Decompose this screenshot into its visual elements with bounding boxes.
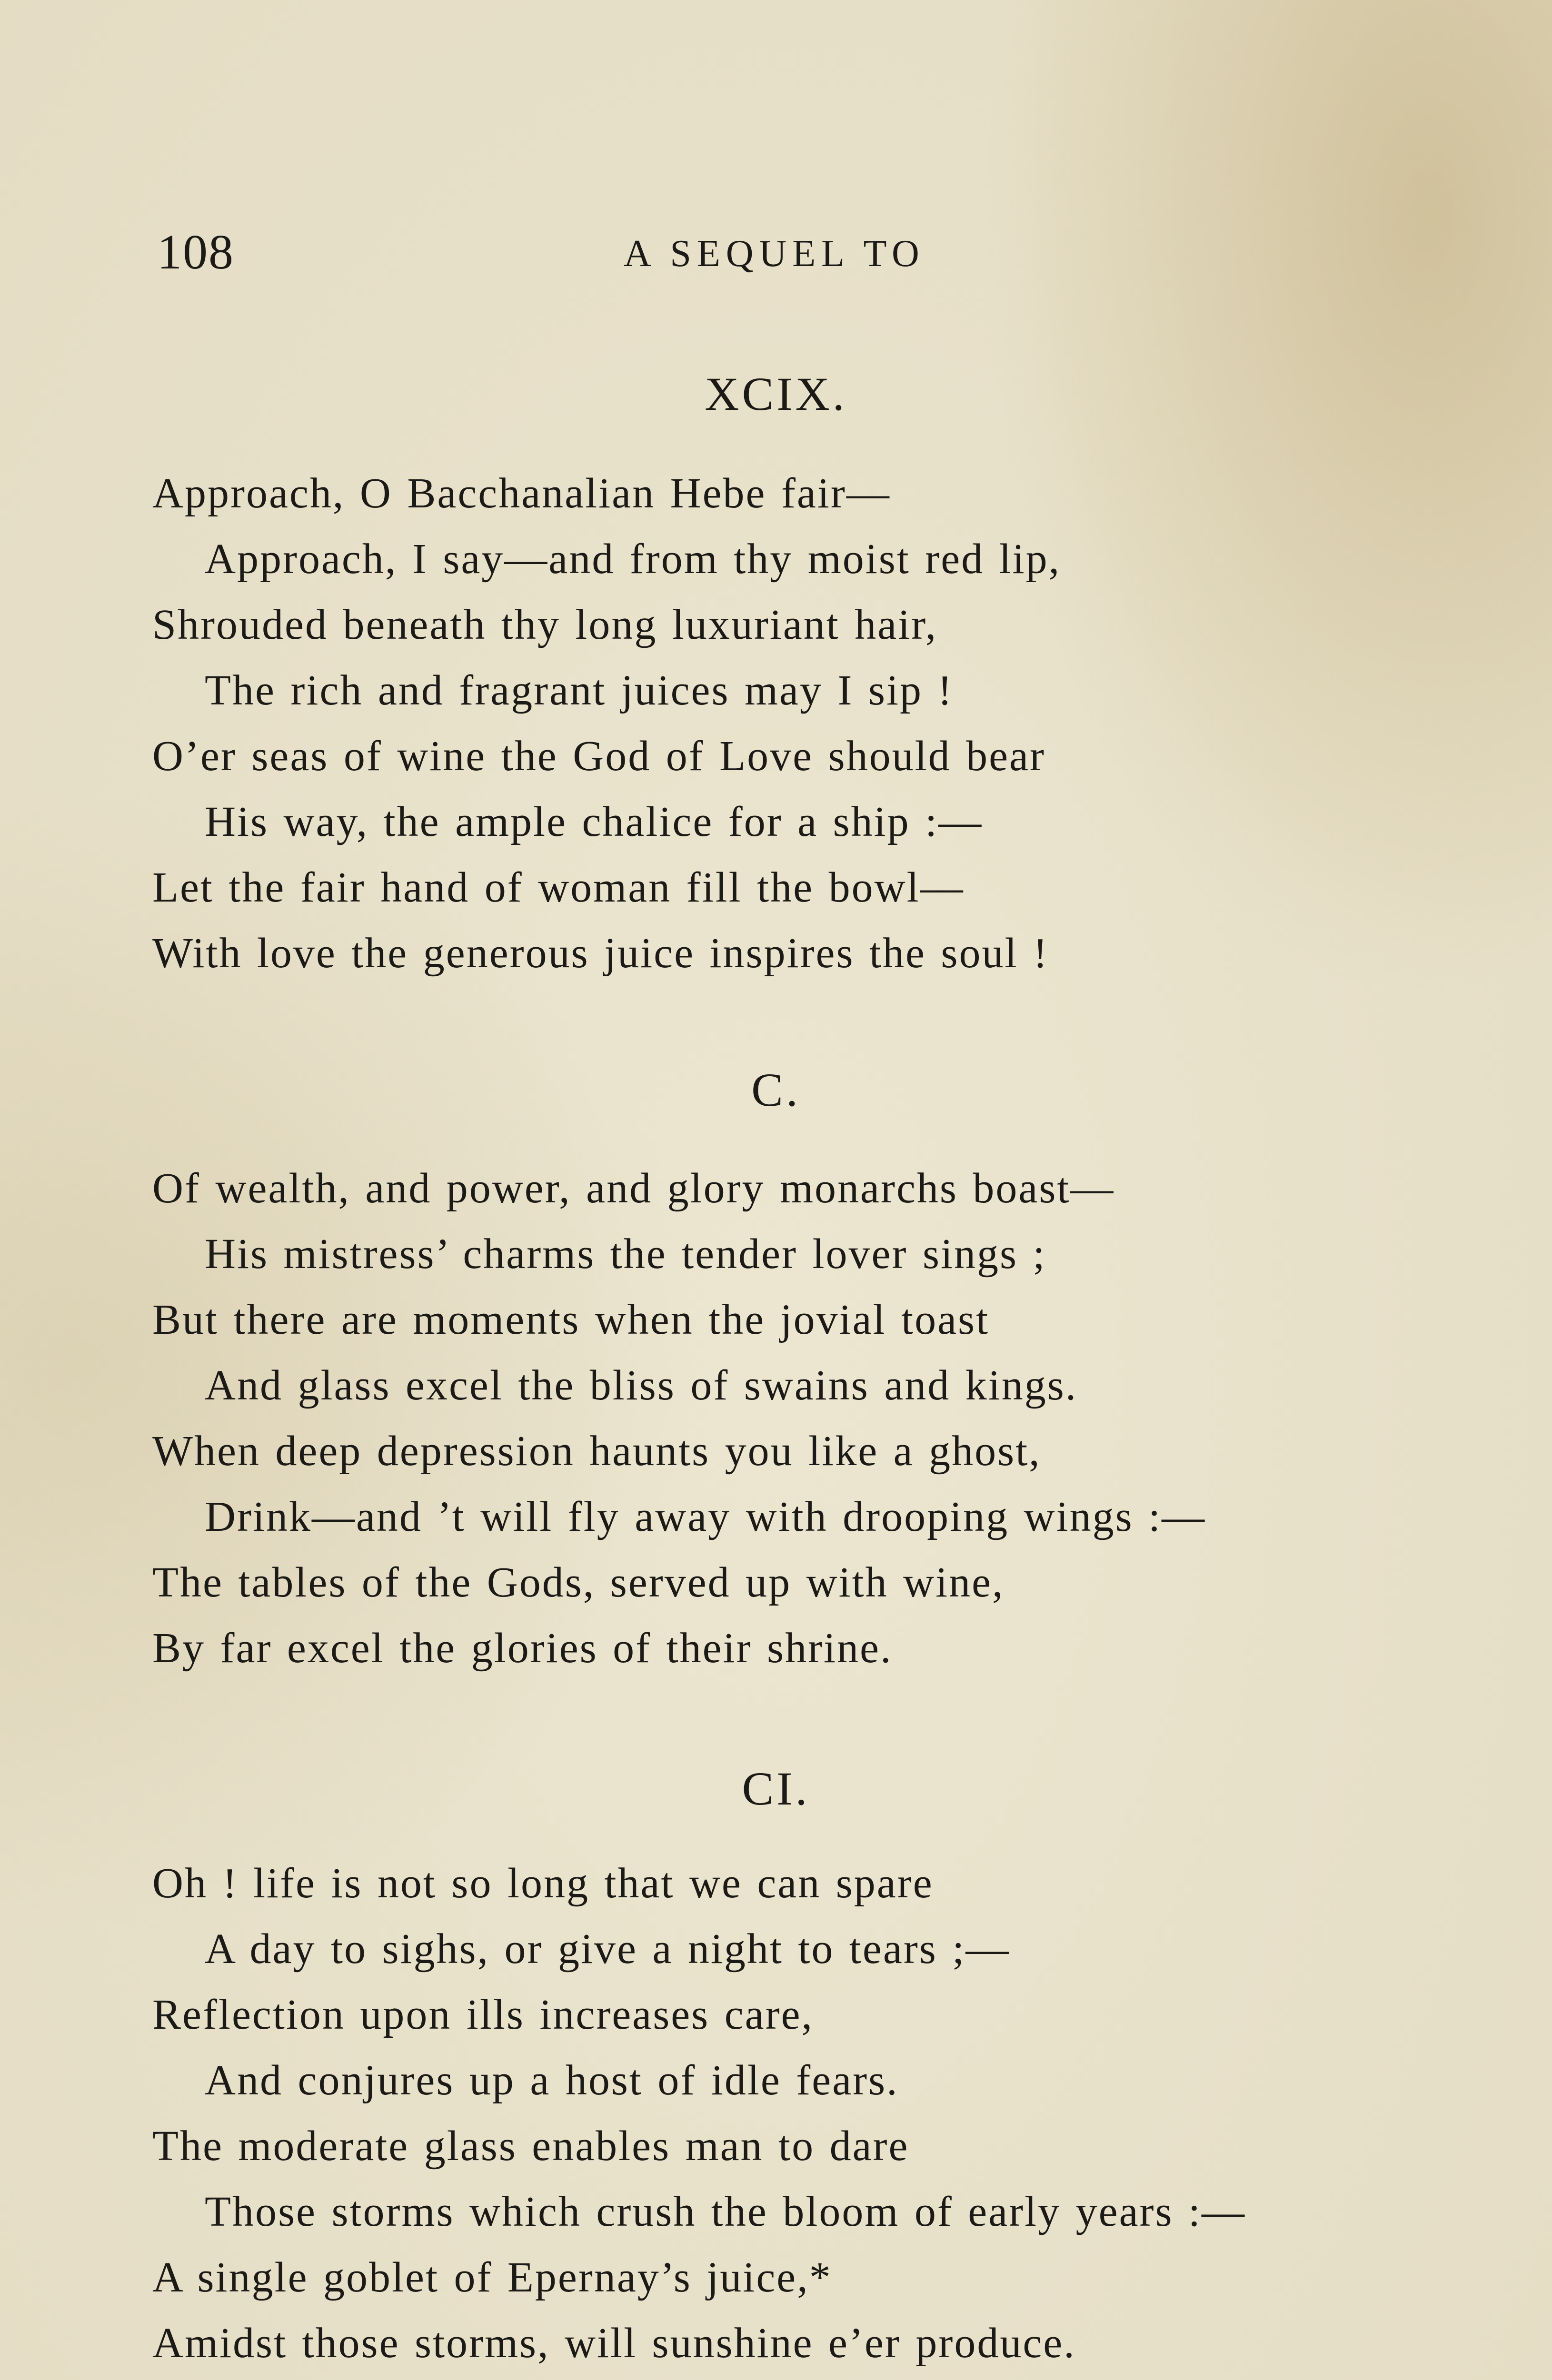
verse-line: By far excel the glories of their shrine. xyxy=(152,1625,893,1672)
verse-line: Of wealth, and power, and glory monarchs boast— xyxy=(152,1165,1115,1212)
verse-line: Drink—and ’t will fly away with drooping wings :— xyxy=(205,1493,1206,1540)
verse-line: Amidst those storms, will sunshine e’er produce. xyxy=(152,2320,1076,2367)
verse-line: But there are moments when the jovial toast xyxy=(152,1296,990,1343)
verse-line: Approach, I say—and from thy moist red lip, xyxy=(205,536,1061,583)
verse-line: When deep depression haunts you like a ghost, xyxy=(152,1428,1041,1475)
verse-line: Let the fair hand of woman fill the bowl— xyxy=(152,864,965,911)
verse-line: His way, the ample chalice for a ship :— xyxy=(205,798,983,845)
verse-line: With love the generous juice inspires the soul ! xyxy=(152,930,1049,977)
verse-line: And conjures up a host of idle fears. xyxy=(205,2057,899,2104)
stanza-xcix xyxy=(152,461,1438,986)
stanza-number-c: C. xyxy=(751,1063,801,1116)
stanza-number-xcix: XCIX. xyxy=(705,367,847,420)
verse-line: O’er seas of wine the God of Love should bear xyxy=(152,733,1045,780)
page-number: 108 xyxy=(157,225,234,279)
verse-line: Oh ! life is not so long that we can spare xyxy=(152,1860,934,1907)
running-title: A SEQUEL TO xyxy=(624,233,925,275)
verse-line: His mistress’ charms the tender lover sings ; xyxy=(205,1230,1046,1278)
verse-line: Approach, O Bacchanalian Hebe fair— xyxy=(152,470,891,517)
stanza-ci xyxy=(152,1851,1438,2376)
verse-line: Those storms which crush the bloom of early years :— xyxy=(205,2188,1246,2235)
verse-line: Shrouded beneath thy long luxuriant hair, xyxy=(152,601,938,648)
verse-line: The rich and fragrant juices may I sip ! xyxy=(205,667,954,714)
stanza-c xyxy=(152,1156,1438,1681)
verse-line: The tables of the Gods, served up with wine, xyxy=(152,1559,1005,1606)
stanza-number-ci: CI. xyxy=(742,1762,810,1815)
verse-line: A day to sighs, or give a night to tears ;— xyxy=(205,1925,1010,1973)
verse-line: The moderate glass enables man to dare xyxy=(152,2122,909,2170)
verse-line: Reflection upon ills increases care, xyxy=(152,1991,814,2038)
verse-line: A single goblet of Epernay’s juice,* xyxy=(152,2254,832,2301)
verse-line: And glass excel the bliss of swains and kings. xyxy=(205,1362,1078,1409)
running-head xyxy=(157,224,1395,286)
